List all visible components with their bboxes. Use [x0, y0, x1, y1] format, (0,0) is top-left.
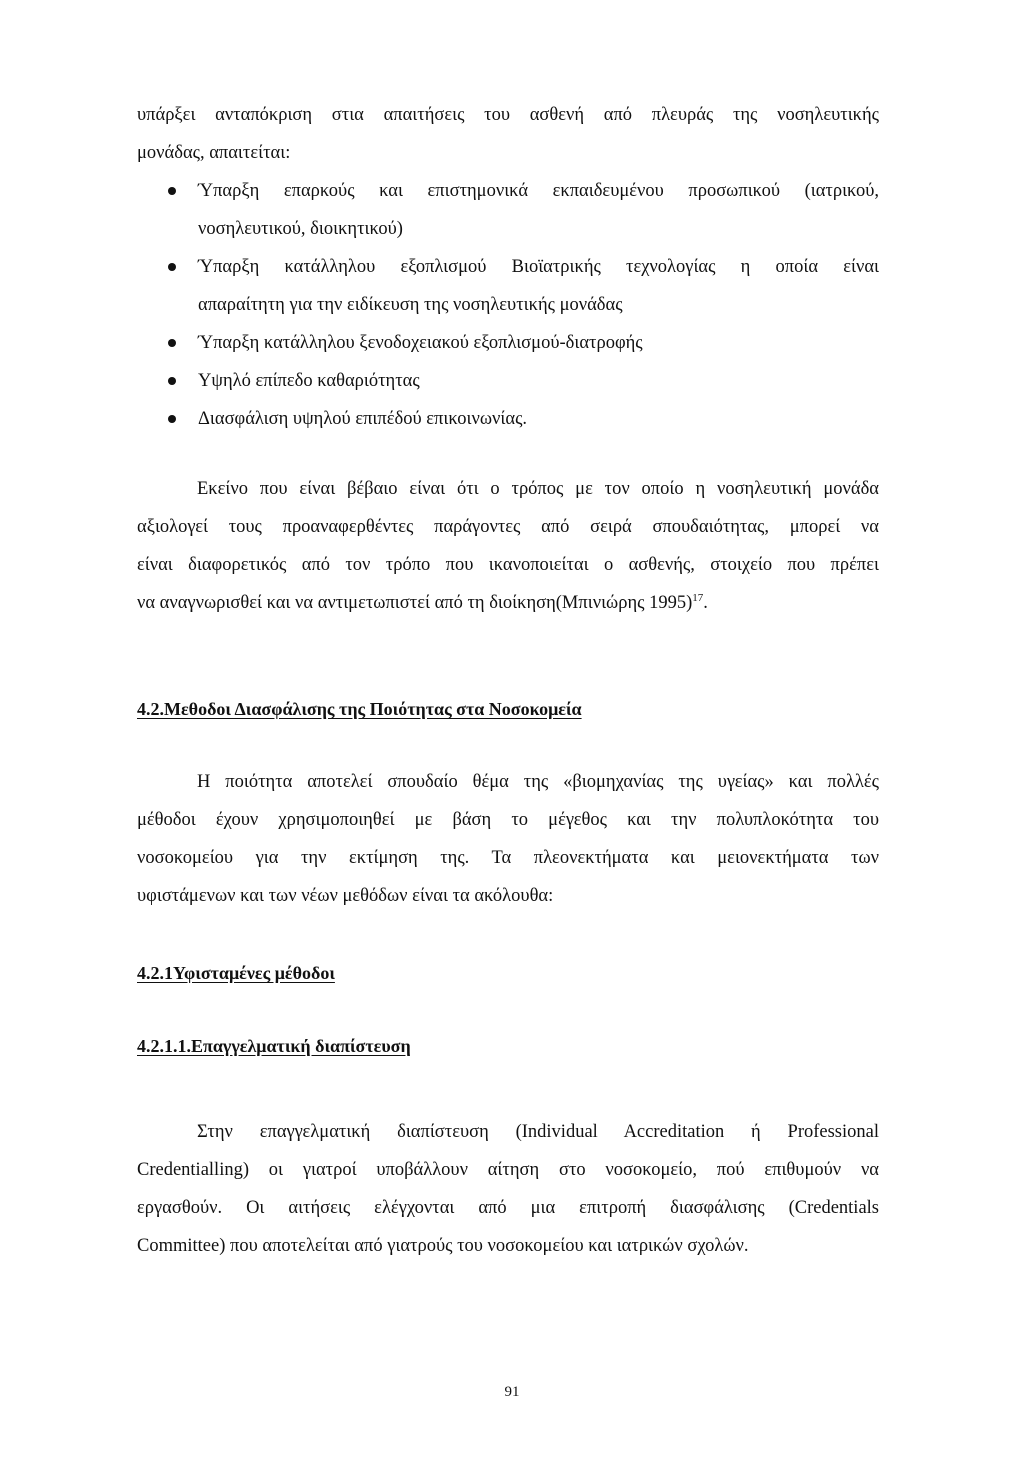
bullet-icon [168, 415, 176, 423]
sentence-end: . [703, 593, 708, 613]
text-line: Στην επαγγελματική διαπίστευση (Individual Accreditation ή Professional [197, 1122, 879, 1142]
text-span: να αναγνωρισθεί και να αντιμετωπιστεί από τη διοίκηση(Μπινιώρης 1995) [137, 593, 693, 613]
paragraph-assessment [137, 470, 879, 622]
paragraph-quality [137, 763, 879, 915]
intro-paragraph [137, 96, 879, 172]
section-heading-4-2-1-1: 4.2.1.1.Επαγγελματική διαπίστευση [137, 1036, 411, 1056]
text-line: Υψηλό επίπεδο καθαριότητας [198, 371, 420, 391]
section-heading-4-2: 4.2.Μεθοδοι Διασφάλισης της Ποιότητας στα Νοσοκομεία [137, 699, 582, 719]
text-line: υφιστάμενων και των νέων μεθόδων είναι τα ακόλουθα: [137, 886, 554, 906]
text-line: Ύπαρξη επαρκούς και επιστημονικά εκπαιδευμένου προσωπικού (ιατρικού, [198, 181, 879, 201]
bullet-icon [168, 377, 176, 385]
text-line: Ύπαρξη κατάλληλου εξοπλισμού Βιοϊατρικής τεχνολογίας η οποία είναι [198, 257, 879, 277]
list-item [137, 324, 879, 362]
text-line: νοσοκομείου για την εκτίμηση της. Τα πλεονεκτήματα και μειονεκτήματα των [137, 848, 879, 868]
paragraph-credentialling [137, 1113, 879, 1265]
text-line: Εκείνο που είναι βέβαιο είναι ότι ο τρόπος με τον οποίο η νοσηλευτική μονάδα [197, 479, 879, 499]
requirements-list [137, 172, 879, 438]
bullet-icon [168, 187, 176, 195]
text-line-with-footnote [137, 584, 879, 622]
text-line: Η ποιότητα αποτελεί σπουδαίο θέμα της «βιομηχανίας της υγείας» και πολλές [197, 772, 879, 792]
list-item [137, 248, 879, 324]
text-line: Διασφάλιση υψηλού επιπέδού επικοινωνίας. [198, 409, 528, 429]
text-line: Credentialling) οι γιατροί υποβάλλουν αίτηση στο νοσοκομείο, πού επιθυμούν να [137, 1160, 879, 1180]
list-item [137, 362, 879, 400]
text-line: είναι διαφορετικός από τον τρόπο που ικανοποιείται ο ασθενής, στοιχείο που πρέπει [137, 555, 879, 575]
text-line: εργασθούν. Οι αιτήσεις ελέγχονται από μια επιτροπή διασφάλισης (Credentials [137, 1198, 879, 1218]
text-line: νοσηλευτικού, διοικητικού) [198, 219, 403, 239]
list-item [137, 172, 879, 248]
text-line: Ύπαρξη κατάλληλου ξενοδοχειακού εξοπλισμού-διατροφής [198, 333, 643, 353]
text-line: μονάδας, απαιτείται: [137, 143, 291, 163]
text-line: απαραίτητη για την ειδίκευση της νοσηλευτικής μονάδας [198, 295, 623, 315]
footnote-reference: 17 [692, 591, 704, 604]
bullet-icon [168, 339, 176, 347]
text-line: μέθοδοι έχουν χρησιμοποιηθεί με βάση το μέγεθος και την πολυπλοκότητα του [137, 810, 879, 830]
page-number: 91 [504, 1384, 520, 1400]
text-line: Committee) που αποτελείται από γιατρούς του νοσοκομείου και ιατρικών σχολών. [137, 1236, 749, 1256]
bullet-icon [168, 263, 176, 271]
text-line: αξιολογεί τους προαναφερθέντες παράγοντες από σειρά σπουδαιότητας, μπορεί να [137, 517, 879, 537]
text-line: υπάρξει ανταπόκριση στια απαιτήσεις του ασθενή από πλευράς της νοσηλευτικής [137, 105, 879, 125]
section-heading-4-2-1: 4.2.1Υφισταμένες μέθοδοι [137, 963, 335, 983]
list-item [137, 400, 879, 438]
